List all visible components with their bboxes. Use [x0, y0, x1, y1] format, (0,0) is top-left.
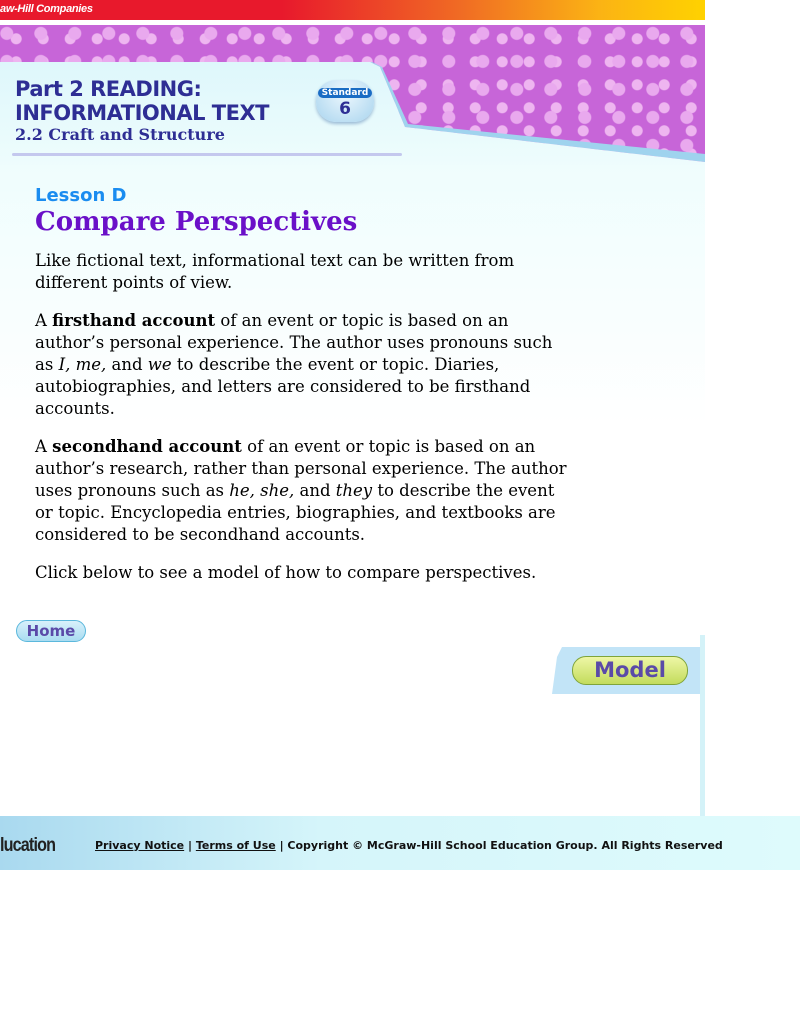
instruction-paragraph: Click below to see a model of how to compare perspectives.: [35, 563, 537, 582]
secondhand-paragraph: [35, 436, 575, 546]
intro-paragraph: Like fictional text, informational text can be written from different points of view.: [35, 251, 515, 292]
brand-bar: [0, 0, 705, 20]
footer: [0, 816, 800, 870]
part-title-line-2: INFORMATIONAL TEXT: [15, 101, 269, 125]
text: and: [106, 355, 148, 374]
pronouns: he, she,: [229, 481, 295, 500]
standard-badge: [316, 80, 374, 122]
home-button[interactable]: Home: [16, 620, 86, 642]
text: and: [294, 481, 336, 500]
divider: [12, 153, 402, 156]
text: A: [35, 437, 53, 456]
lesson-title: Compare Perspectives: [35, 207, 358, 237]
pronoun: we: [147, 355, 172, 374]
standard-label: Standard: [318, 88, 373, 98]
text: of an event or topic is based on an author’s personal experience. The author uses pronouns such as: [35, 311, 553, 374]
text: to describe the event or topic. Diaries, autobiographies, and letters are considered to be firsthand accounts.: [35, 355, 531, 418]
separator: |: [184, 839, 196, 852]
lesson-label: Lesson D: [35, 185, 127, 206]
model-button[interactable]: Model: [572, 656, 688, 685]
section-title: 2.2 Craft and Structure: [15, 125, 225, 144]
lesson-content: [35, 185, 575, 600]
brand-logo: aw-Hill Companies: [0, 3, 93, 15]
privacy-notice-link[interactable]: Privacy Notice: [95, 839, 185, 852]
standard-number: 6: [339, 99, 351, 119]
pronouns: I, me,: [58, 355, 107, 374]
term-firsthand: firsthand account: [52, 311, 216, 330]
education-logo: lucation: [0, 835, 56, 856]
part-title: [15, 77, 269, 125]
term-secondhand: secondhand account: [52, 437, 242, 456]
text: to describe the event or topic. Encyclopedia entries, biographies, and textbooks are considered to be secondhand accounts.: [35, 481, 556, 544]
text: A: [35, 311, 53, 330]
firsthand-paragraph: [35, 310, 575, 420]
pronoun: they: [335, 481, 373, 500]
divider-vertical: [700, 635, 705, 816]
terms-of-use-link[interactable]: Terms of Use: [195, 839, 276, 852]
part-title-line-1: Part 2 READING:: [15, 77, 202, 101]
footer-links: [95, 839, 723, 852]
text: of an event or topic is based on an author’s research, rather than personal experience. The author uses pronouns such as: [35, 437, 567, 500]
copyright-text: | Copyright © McGraw-Hill School Education Group. All Rights Reserved: [275, 839, 723, 852]
